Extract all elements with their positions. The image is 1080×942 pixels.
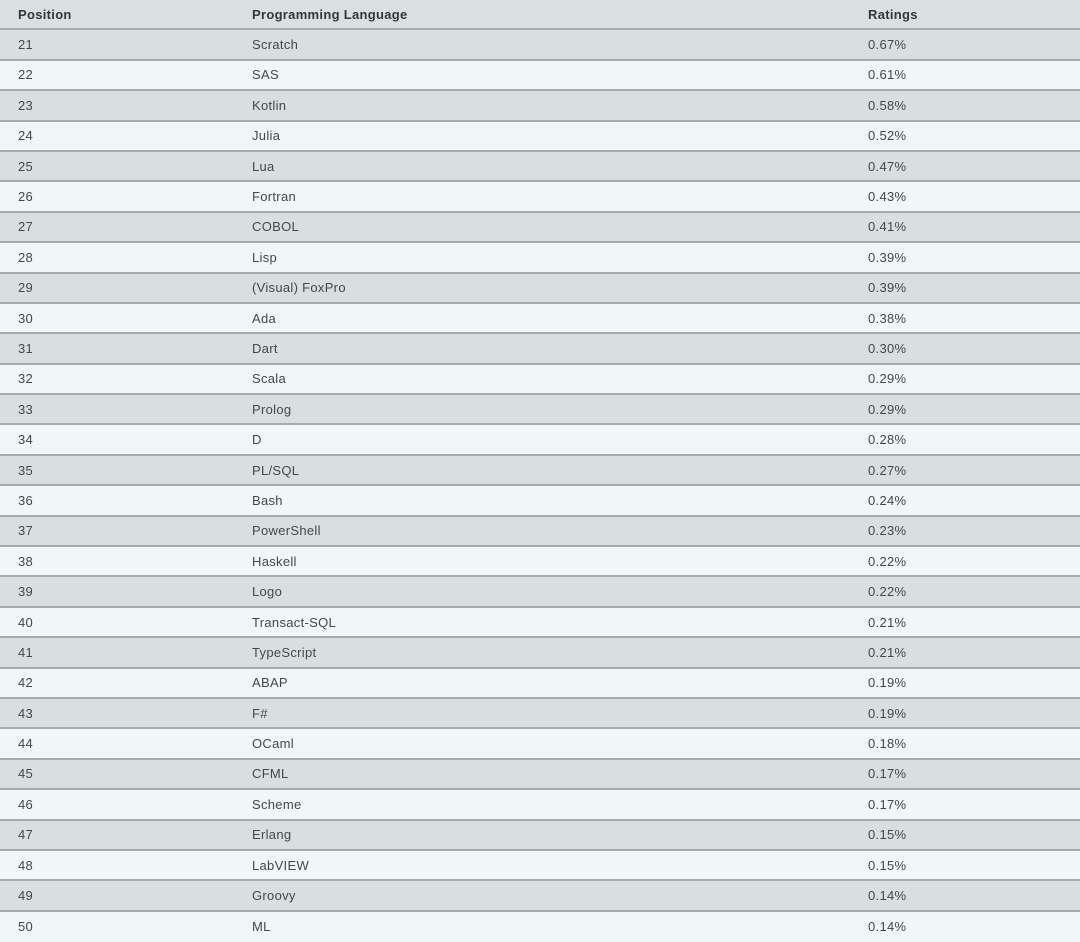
- position-cell: 32: [18, 371, 34, 387]
- position-cell: 48: [18, 857, 34, 873]
- table-row: [0, 122, 1080, 152]
- rating-cell: 0.28%: [868, 432, 907, 448]
- table-row: [0, 821, 1080, 851]
- table-row: [0, 334, 1080, 364]
- table-row: [0, 790, 1080, 820]
- language-cell: Scala: [252, 371, 287, 387]
- position-cell: 26: [18, 189, 34, 205]
- position-cell: 31: [18, 340, 34, 356]
- language-cell: ABAP: [252, 675, 288, 691]
- language-cell: ML: [252, 919, 271, 935]
- table-row: [0, 152, 1080, 182]
- table-row: [0, 274, 1080, 304]
- position-cell: 47: [18, 827, 34, 843]
- position-cell: 35: [18, 462, 34, 478]
- language-cell: Groovy: [252, 888, 296, 904]
- table-row: [0, 760, 1080, 790]
- rating-cell: 0.21%: [868, 644, 907, 660]
- language-cell: PL/SQL: [252, 462, 300, 478]
- table-row: [0, 577, 1080, 607]
- table-row: [0, 213, 1080, 243]
- language-cell: Ada: [252, 310, 277, 326]
- table-row: [0, 912, 1080, 942]
- position-cell: 30: [18, 310, 34, 326]
- table-row: [0, 699, 1080, 729]
- rating-cell: 0.47%: [868, 158, 907, 174]
- rating-cell: 0.21%: [868, 614, 907, 630]
- rating-cell: 0.61%: [868, 67, 907, 83]
- rating-cell: 0.41%: [868, 219, 907, 235]
- rating-cell: 0.22%: [868, 553, 907, 569]
- table-row: [0, 91, 1080, 121]
- language-cell: Kotlin: [252, 97, 287, 113]
- rating-cell: 0.43%: [868, 189, 907, 205]
- language-cell: Prolog: [252, 401, 292, 417]
- rating-cell: 0.14%: [868, 888, 907, 904]
- position-cell: 43: [18, 705, 34, 721]
- column-header-ratings: Ratings: [868, 6, 918, 22]
- language-cell: F#: [252, 705, 268, 721]
- rating-cell: 0.23%: [868, 523, 907, 539]
- rating-cell: 0.17%: [868, 796, 907, 812]
- language-cell: SAS: [252, 67, 279, 83]
- position-cell: 45: [18, 766, 34, 782]
- position-cell: 28: [18, 249, 34, 265]
- table-row: [0, 547, 1080, 577]
- language-cell: Bash: [252, 492, 283, 508]
- rating-cell: 0.17%: [868, 766, 907, 782]
- rating-cell: 0.29%: [868, 371, 907, 387]
- table-row: [0, 182, 1080, 212]
- language-cell: Haskell: [252, 553, 297, 569]
- language-cell: Scratch: [252, 37, 299, 53]
- table-row: [0, 425, 1080, 455]
- position-cell: 22: [18, 67, 34, 83]
- table-row: [0, 517, 1080, 547]
- language-cell: (Visual) FoxPro: [252, 280, 346, 296]
- column-header-position: Position: [18, 6, 72, 22]
- position-cell: 41: [18, 644, 34, 660]
- position-cell: 23: [18, 97, 34, 113]
- position-cell: 44: [18, 736, 34, 752]
- language-cell: Logo: [252, 584, 283, 600]
- column-header-language: Programming Language: [252, 6, 408, 22]
- rating-cell: 0.58%: [868, 97, 907, 113]
- position-cell: 37: [18, 523, 34, 539]
- table-row: [0, 638, 1080, 668]
- language-cell: Transact-SQL: [252, 614, 337, 630]
- language-cell: OCaml: [252, 736, 294, 752]
- position-cell: 40: [18, 614, 34, 630]
- rating-cell: 0.19%: [868, 675, 907, 691]
- rating-cell: 0.38%: [868, 310, 907, 326]
- language-cell: Erlang: [252, 827, 292, 843]
- rating-cell: 0.24%: [868, 492, 907, 508]
- language-cell: D: [252, 432, 262, 448]
- position-cell: 42: [18, 675, 34, 691]
- rating-cell: 0.19%: [868, 705, 907, 721]
- position-cell: 33: [18, 401, 34, 417]
- position-cell: 25: [18, 158, 34, 174]
- table-row: [0, 456, 1080, 486]
- position-cell: 50: [18, 919, 34, 935]
- rating-cell: 0.18%: [868, 736, 907, 752]
- language-cell: CFML: [252, 766, 289, 782]
- table-header-row: [0, 0, 1080, 30]
- position-cell: 39: [18, 584, 34, 600]
- language-cell: Julia: [252, 128, 281, 144]
- rating-cell: 0.30%: [868, 340, 907, 356]
- rating-cell: 0.14%: [868, 919, 907, 935]
- table-row: [0, 304, 1080, 334]
- language-cell: Dart: [252, 340, 278, 356]
- position-cell: 36: [18, 492, 34, 508]
- position-cell: 34: [18, 432, 34, 448]
- rating-cell: 0.29%: [868, 401, 907, 417]
- language-cell: TypeScript: [252, 644, 317, 660]
- table-row: [0, 608, 1080, 638]
- table-row: [0, 851, 1080, 881]
- table-row: [0, 395, 1080, 425]
- table-row: [0, 486, 1080, 516]
- table-row: [0, 365, 1080, 395]
- table-row: [0, 243, 1080, 273]
- position-cell: 38: [18, 553, 34, 569]
- rating-cell: 0.15%: [868, 857, 907, 873]
- position-cell: 46: [18, 796, 34, 812]
- table-row: [0, 729, 1080, 759]
- table-row: [0, 30, 1080, 60]
- language-cell: Lua: [252, 158, 275, 174]
- position-cell: 29: [18, 280, 34, 296]
- language-cell: PowerShell: [252, 523, 321, 539]
- language-cell: COBOL: [252, 219, 300, 235]
- rating-cell: 0.39%: [868, 280, 907, 296]
- rating-cell: 0.22%: [868, 584, 907, 600]
- table-row: [0, 61, 1080, 91]
- language-cell: Scheme: [252, 796, 302, 812]
- position-cell: 49: [18, 888, 34, 904]
- language-cell: Fortran: [252, 189, 297, 205]
- position-cell: 27: [18, 219, 34, 235]
- rating-cell: 0.39%: [868, 249, 907, 265]
- rating-cell: 0.27%: [868, 462, 907, 478]
- rating-cell: 0.15%: [868, 827, 907, 843]
- language-cell: Lisp: [252, 249, 278, 265]
- position-cell: 24: [18, 128, 34, 144]
- rating-cell: 0.67%: [868, 37, 907, 53]
- table-row: [0, 669, 1080, 699]
- rating-cell: 0.52%: [868, 128, 907, 144]
- language-cell: LabVIEW: [252, 857, 310, 873]
- table-row: [0, 881, 1080, 911]
- position-cell: 21: [18, 37, 34, 53]
